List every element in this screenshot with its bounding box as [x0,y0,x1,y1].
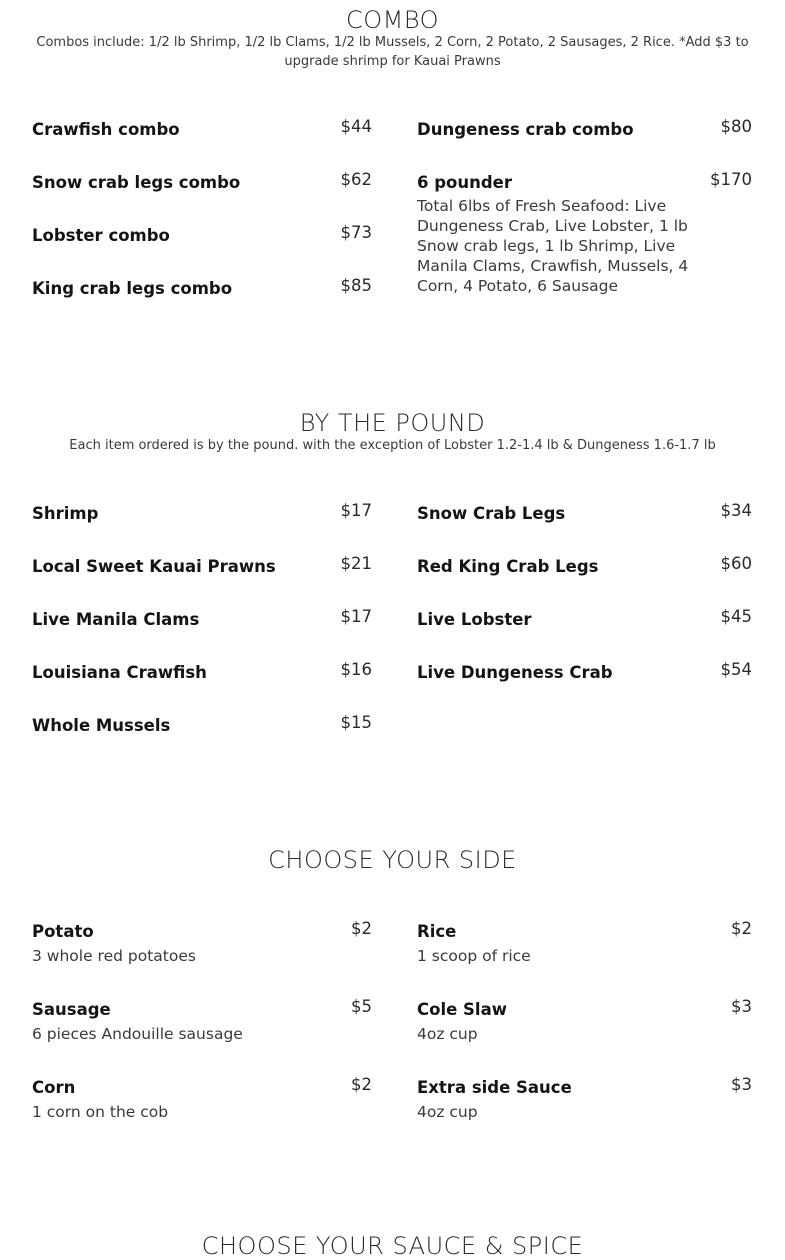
by-the-pound-title: BY THE POUND [299,409,486,437]
item-name: Dungeness crab combo [417,120,634,139]
menu-item-live-dungeness-crab [417,662,752,684]
menu-item-rice [417,921,752,966]
menu-item-manila-clams [32,609,372,631]
item-description: 6 pieces Andouille sausage [32,1025,243,1043]
item-name: Extra side Sauce [417,1078,572,1097]
item-description: 1 scoop of rice [417,947,531,965]
item-name: 6 pounder [417,173,513,192]
item-price: $85 [340,276,372,295]
item-name: Local Sweet Kauai Prawns [32,557,276,576]
item-name: Rice [417,922,457,941]
item-name: Potato [32,922,94,941]
menu-item-crawfish-combo [32,119,372,141]
item-name: Cole Slaw [417,1000,507,1019]
item-description: 4oz cup [417,1025,478,1043]
item-name: Red King Crab Legs [417,557,599,576]
item-name: Live Manila Clams [32,610,200,629]
item-price: $2 [351,1075,372,1094]
item-price: $80 [720,117,752,136]
menu-item-red-king-crab-legs [417,556,752,578]
item-price: $170 [710,170,752,189]
by-the-pound-note: Each item ordered is by the pound. with the exception of Lobster 1.2-1.4 lb & Dungeness 1.6-1.7 lb [69,438,716,453]
item-price: $2 [351,919,372,938]
item-name: Whole Mussels [32,716,171,735]
item-price: $3 [731,1075,752,1094]
item-price: $17 [340,501,372,520]
item-price: $44 [340,117,372,136]
menu-item-whole-mussels [32,715,372,737]
item-price: $73 [340,223,372,242]
item-name: Louisiana Crawfish [32,663,207,682]
menu-item-extra-side-sauce [417,1077,752,1122]
menu-item-snow-crab-legs [417,503,752,525]
menu-item-shrimp [32,503,372,525]
menu-item-louisiana-crawfish [32,662,372,684]
item-name: Shrimp [32,504,99,523]
item-name: Live Dungeness Crab [417,663,613,682]
item-name: King crab legs combo [32,279,233,298]
combo-title: COMBO [345,6,440,34]
menu-item-sausage [32,999,372,1044]
sides-title: CHOOSE YOUR SIDE [268,846,517,874]
item-price: $2 [731,919,752,938]
item-price: $60 [720,554,752,573]
menu-item-6-pounder [417,172,752,296]
item-price: $34 [720,501,752,520]
item-price: $21 [340,554,372,573]
item-description: Total 6lbs of Fresh Seafood: Live Dungeness Crab, Live Lobster, 1 lb Snow crab legs, 1 lb Shrimp, Live Manila Clams, Crawfish, Mussels, 4 Corn, 4 Potato, 6 Sausage [417,197,689,295]
menu-item-kauai-prawns [32,556,372,578]
item-name: Crawfish combo [32,120,180,139]
item-price: $16 [340,660,372,679]
sauce-title: CHOOSE YOUR SAUCE & SPICE [201,1232,584,1260]
item-price: $45 [720,607,752,626]
menu-item-dungeness-crab-combo [417,119,752,141]
item-description: 1 corn on the cob [32,1103,169,1121]
menu-item-potato [32,921,372,966]
item-price: $17 [340,607,372,626]
combo-note: Combos include: 1/2 lb Shrimp, 1/2 lb Clams, 1/2 lb Mussels, 2 Corn, 2 Potato, 2 Sausages, 2 Rice. *Add $3 to upgrade shrimp for Kauai Prawns [36,35,749,69]
item-name: Snow Crab Legs [417,504,566,523]
item-name: Lobster combo [32,226,170,245]
menu-item-king-crab-legs-combo [32,278,372,300]
menu-item-cole-slaw [417,999,752,1044]
item-description: 4oz cup [417,1103,478,1121]
item-price: $15 [340,713,372,732]
menu-item-corn [32,1077,372,1122]
item-name: Live Lobster [417,610,532,629]
item-description: 3 whole red potatoes [32,947,196,965]
item-price: $5 [351,997,372,1016]
menu-item-snow-crab-legs-combo [32,172,372,194]
item-name: Sausage [32,1000,111,1019]
item-name: Snow crab legs combo [32,173,241,192]
item-price: $62 [340,170,372,189]
item-price: $54 [720,660,752,679]
item-price: $3 [731,997,752,1016]
item-name: Corn [32,1078,76,1097]
menu-item-live-lobster [417,609,752,631]
menu-item-lobster-combo [32,225,372,247]
